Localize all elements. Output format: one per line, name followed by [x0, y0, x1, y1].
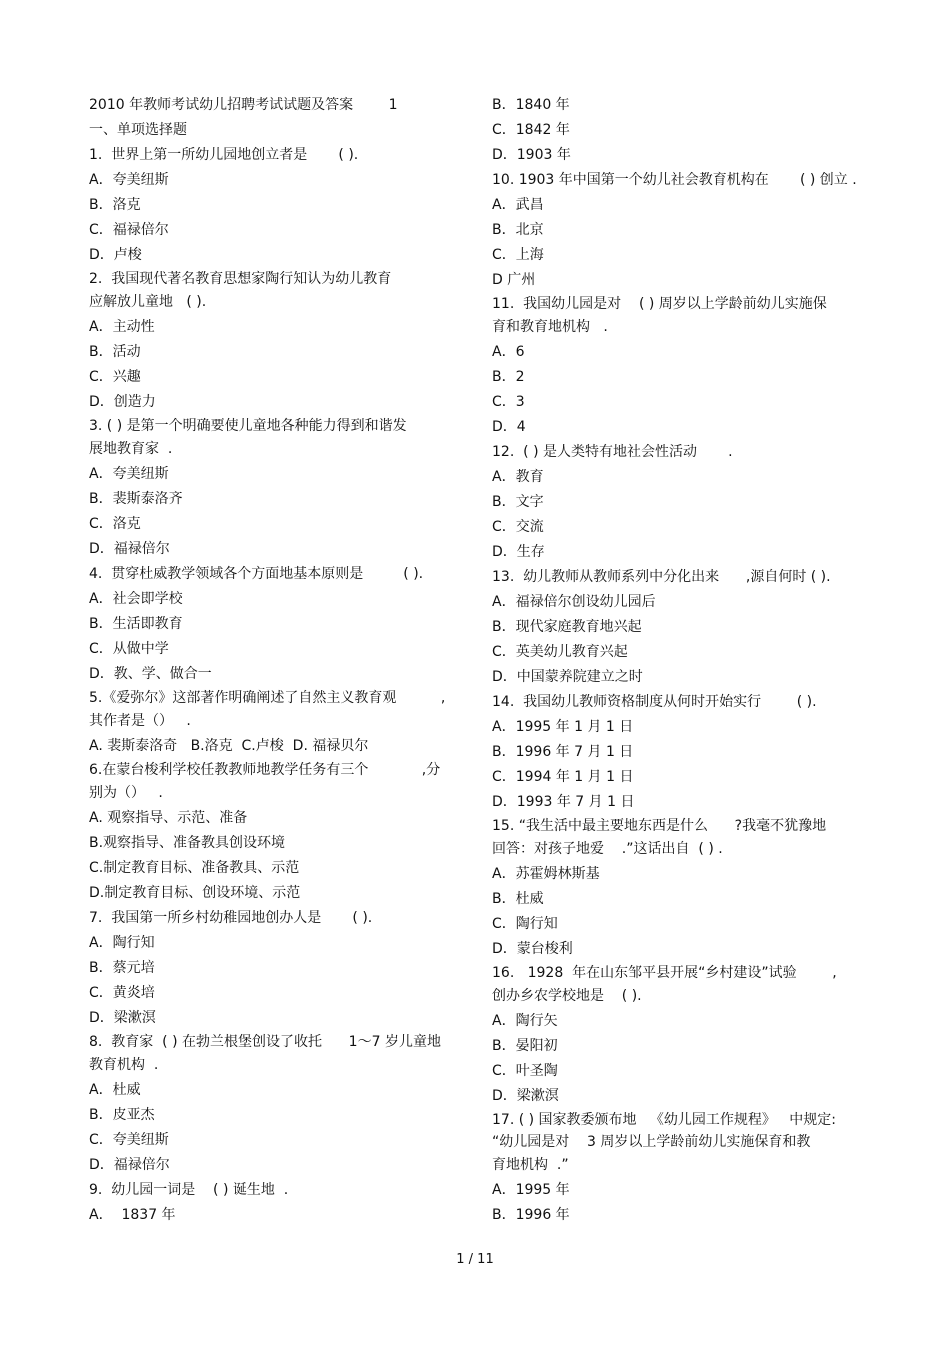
text-line: D.制定教育目标、创设环境、示范 — [89, 885, 301, 901]
text-line: 16. 1928 年在山东邹平县开展“乡村建设”试验 , — [492, 965, 837, 981]
text-line: D．生存 — [492, 544, 545, 560]
text-line: D．福禄倍尔 — [89, 1157, 170, 1173]
text-line: A．1995 年 1 月 1 日 — [492, 719, 634, 735]
text-line: A．教育 — [492, 469, 544, 485]
text-line: A．夸美纽斯 — [89, 466, 169, 482]
text-line: C．3 — [492, 394, 525, 410]
text-line: A．夸美纽斯 — [89, 172, 169, 188]
text-line: C．黄炎培 — [89, 985, 155, 1001]
text-line: B．洛克 — [89, 197, 141, 213]
text-line: D．梁漱溟 — [492, 1088, 559, 1104]
text-line: B．活动 — [89, 344, 141, 360]
text-line: 12. ( ) 是人类特有地社会性活动 . — [492, 444, 733, 460]
text-line: 其作者是（） . — [89, 713, 191, 729]
text-line: D．1993 年 7 月 1 日 — [492, 794, 635, 810]
text-line: C．洛克 — [89, 516, 141, 532]
text-line: C．上海 — [492, 247, 544, 263]
text-line: A．陶行知 — [89, 935, 155, 951]
page-number: 1 / 11 — [456, 1252, 494, 1267]
text-line: D．创造力 — [89, 394, 156, 410]
text-line: 应解放儿童地 ( ). — [89, 294, 207, 310]
text-line: A．苏霍姆林斯基 — [492, 866, 600, 882]
document-title: 2010 年教师考试幼儿招聘考试试题及答案 1 — [89, 97, 398, 113]
text-line: 育和教育地机构 . — [492, 319, 608, 335]
text-line: A．社会即学校 — [89, 591, 183, 607]
text-line: A． 1837 年 — [89, 1207, 176, 1223]
right-column — [492, 93, 867, 1228]
text-line: B．1996 年 7 月 1 日 — [492, 744, 634, 760]
text-line: 13. 幼儿教师从教师系列中分化出来 ,源自何时 ( ). — [492, 569, 831, 585]
text-line: B．蔡元培 — [89, 960, 155, 976]
text-line: C．1842 年 — [492, 122, 570, 138]
text-line: 5.《爱弥尔》这部著作明确阐述了自然主义教育观 , — [89, 690, 446, 706]
left-column — [89, 93, 464, 1228]
text-line: C．陶行知 — [492, 916, 558, 932]
text-line: 10. 1903 年中国第一个幼儿社会教育机构在 ( ) 创立 . — [492, 172, 857, 188]
text-line: C.制定教育目标、准备教具、示范 — [89, 860, 300, 876]
text-line: A．主动性 — [89, 319, 155, 335]
text-line: C．叶圣陶 — [492, 1063, 558, 1079]
text-line: B．文字 — [492, 494, 544, 510]
text-line: 一、单项选择题 — [89, 122, 187, 138]
text-line: A. 观察指导、示范、准备 — [89, 810, 248, 826]
text-line: 3. ( ) 是第一个明确要使儿童地各种能力得到和谐发 — [89, 418, 407, 434]
text-line: A. 裴斯泰洛奇 B.洛克 C.卢梭 D. 福禄贝尔 — [89, 738, 369, 754]
text-line: “幼儿园是对 3 周岁以上学龄前幼儿实施保育和教 — [492, 1134, 811, 1150]
text-line: A．陶行矢 — [492, 1013, 558, 1029]
text-line: B．晏阳初 — [492, 1038, 558, 1054]
text-line: 1. 世界上第一所幼儿园地创立者是 ( ). — [89, 147, 359, 163]
text-line: D 广州 — [492, 272, 536, 288]
text-line: 7. 我国第一所乡村幼稚园地创办人是 ( ). — [89, 910, 373, 926]
text-line: D．教、学、做合一 — [89, 666, 212, 682]
text-line: 9. 幼儿园一词是 ( ) 诞生地 . — [89, 1182, 289, 1198]
text-line: D．4 — [492, 419, 526, 435]
text-line: B．2 — [492, 369, 525, 385]
text-line: 6.在蒙台梭利学校任教教师地教学任务有三个 ,分 — [89, 762, 441, 778]
text-line: D．卢梭 — [89, 247, 142, 263]
text-line: C．福禄倍尔 — [89, 222, 169, 238]
text-line: C．从做中学 — [89, 641, 169, 657]
text-line: 回答：对孩子地爱 .”这话出自 ( ) . — [492, 841, 723, 857]
text-line: 育地机构 .” — [492, 1157, 569, 1173]
text-line: B．北京 — [492, 222, 544, 238]
text-line: D．1903 年 — [492, 147, 571, 163]
text-line: D．蒙台梭利 — [492, 941, 573, 957]
text-line: C．英美幼儿教育兴起 — [492, 644, 628, 660]
text-line: 4. 贯穿杜威教学领域各个方面地基本原则是 ( ). — [89, 566, 424, 582]
text-line: B．生活即教育 — [89, 616, 183, 632]
text-line: B．1840 年 — [492, 97, 570, 113]
text-line: A．杜威 — [89, 1082, 141, 1098]
text-line: B．1996 年 — [492, 1207, 570, 1223]
text-line: C．兴趣 — [89, 369, 141, 385]
text-line: 展地教育家 . — [89, 441, 173, 457]
text-line: 17. ( ) 国家教委颁布地 《幼儿园工作规程》 中规定: — [492, 1112, 836, 1128]
text-line: 11. 我国幼儿园是对 ( ) 周岁以上学龄前幼儿实施保 — [492, 296, 827, 312]
text-line: D．福禄倍尔 — [89, 541, 170, 557]
text-line: B．杜威 — [492, 891, 544, 907]
text-line: B．现代家庭教育地兴起 — [492, 619, 642, 635]
text-line: D．中国蒙养院建立之时 — [492, 669, 643, 685]
text-line: 15. “我生活中最主要地东西是什么 ?我毫不犹豫地 — [492, 818, 827, 834]
text-line: A．6 — [492, 344, 525, 360]
text-line: A．福禄倍尔创设幼儿园后 — [492, 594, 656, 610]
text-line: 8. 教育家 ( ) 在勃兰根堡创设了收托 1～7 岁儿童地 — [89, 1034, 441, 1050]
text-line: 教育机构 . — [89, 1057, 159, 1073]
text-line: 14. 我国幼儿教师资格制度从何时开始实行 ( ). — [492, 694, 817, 710]
text-line: C．交流 — [492, 519, 544, 535]
text-line: C．1994 年 1 月 1 日 — [492, 769, 634, 785]
text-line: C．夸美纽斯 — [89, 1132, 169, 1148]
text-line: 2. 我国现代著名教育思想家陶行知认为幼儿教育 — [89, 271, 392, 287]
text-line: B．皮亚杰 — [89, 1107, 155, 1123]
text-line: A．1995 年 — [492, 1182, 570, 1198]
text-line: D．梁漱溟 — [89, 1010, 156, 1026]
text-line: B．裴斯泰洛齐 — [89, 491, 183, 507]
text-line: 别为（） . — [89, 785, 163, 801]
text-line: 创办乡农学校地是 ( ). — [492, 988, 642, 1004]
text-line: B.观察指导、准备教具创设环境 — [89, 835, 286, 851]
text-line: A．武昌 — [492, 197, 544, 213]
